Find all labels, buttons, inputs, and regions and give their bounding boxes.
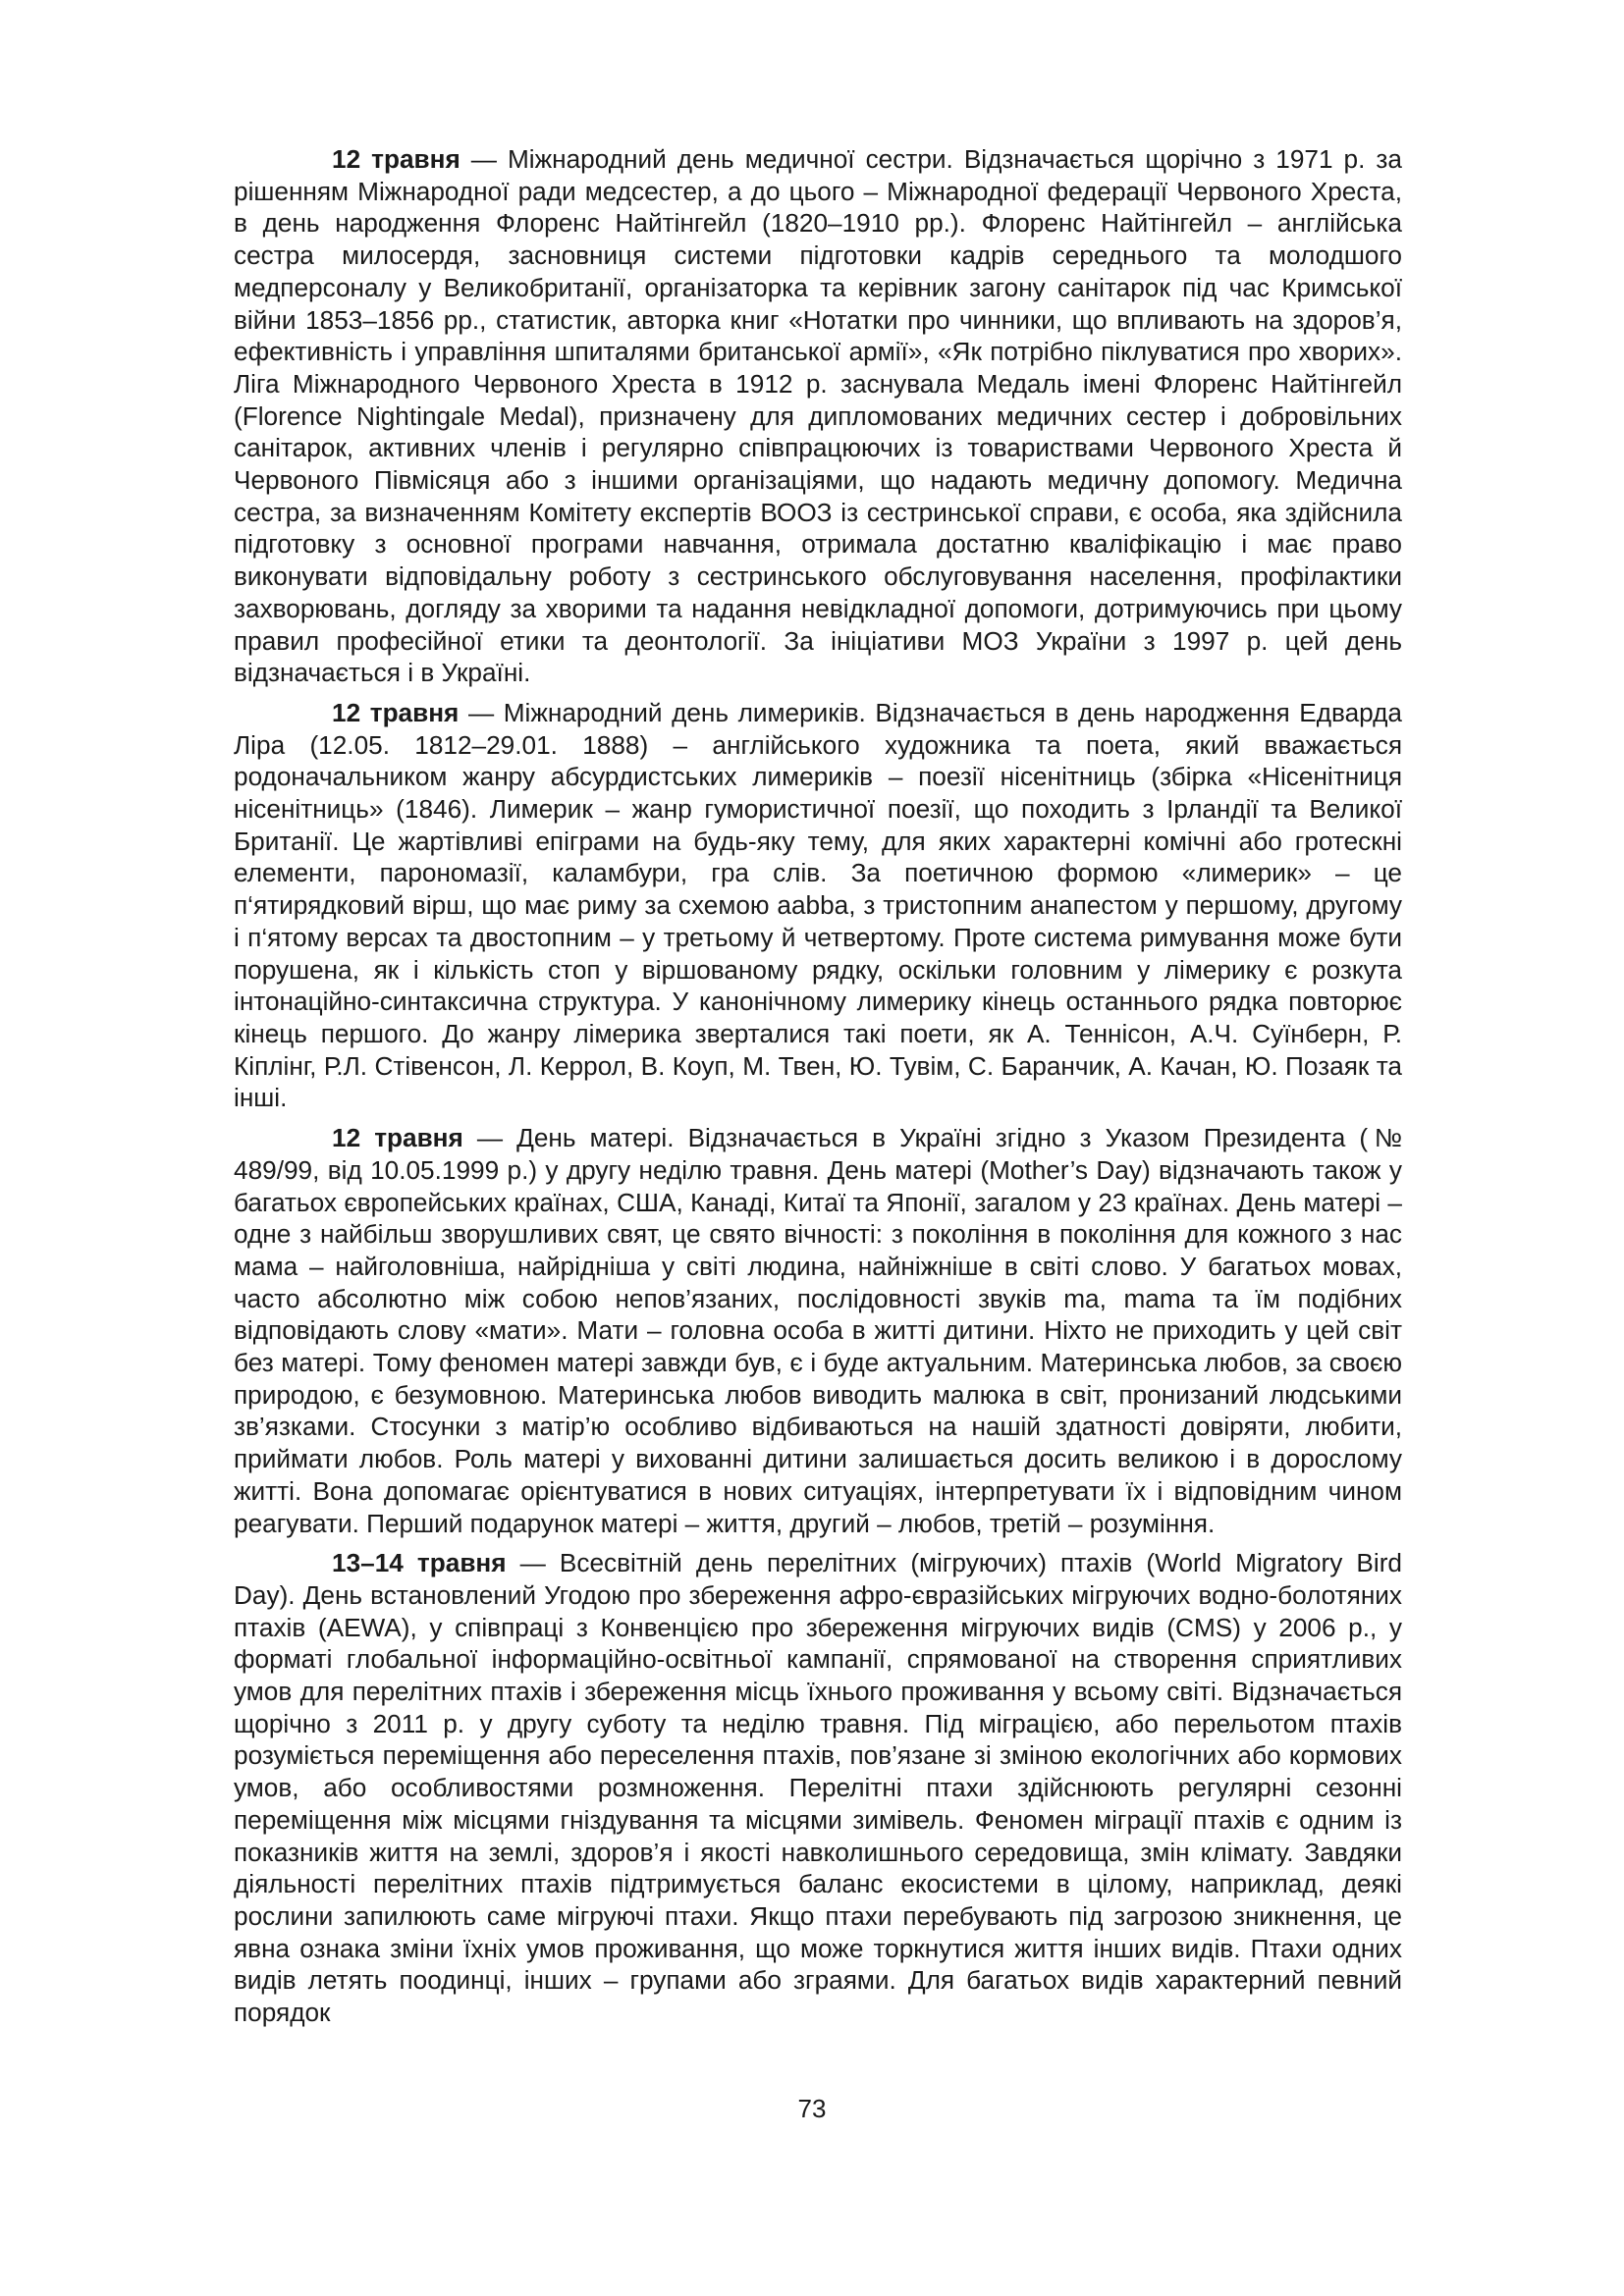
paragraph-date: 12 травня bbox=[332, 1123, 463, 1153]
page-number: 73 bbox=[797, 2094, 827, 2123]
paragraph-text: — Всесвітній день перелітних (мігруючих) птахів (World Migratory Bird Day). День встановлений Угодою про збереження афро-євразійських мігруючих водно-болотяних птахів (AEWA), у співпраці з Конвенцією про збереження мігруючих видів (CMS) у 2006 р., у форматі глобальної інформаційно-освітньої кампанії, спрямованої на створення сприятливих умов для перелітних птахів і збереження місць їхнього проживання у всьому світі. Відзначається щорічно з 2011 р. у другу суботу та неділю травня. Під міграцією, або перельотом птахів розуміється переміщення або переселення птахів, пов’язане зі зміною екологічних або кормових умов, або особливостями розмноження. Перелітні птахи здійснюють регулярні сезонні переміщення між місцями гніздування та місцями зимівель. Феномен міграції птахів є одним із показників життя на землі, здоров’я і якості навколишнього середовища, змін клімату. Завдяки діяльності перелітних птахів підтримується баланс екосистеми в цілому, наприклад, деякі рослини запилюють саме мігруючі птахи. Якщо птахи перебувають під загрозою зникнення, це явна ознака зміни їхніх умов проживання, що може торкнутися життя інших видів. Птахи одних видів летять поодинці, інших – групами або зграями. Для багатьох видів характерний певний порядок bbox=[234, 1548, 1402, 2028]
paragraph-text: — Міжнародний день лимериків. Відзначається в день народження Едварда Ліра (12.05. 1812–29.01. 1888) – англійського художника та поета, який вважається родоначальником жанру абсурдистських лимериків – поезії нісенітниць (збірка «Нісенітниця нісенітниць» (1846). Лимерик – жанр гумористичної поезії, що походить з Ірландії та Великої Британії. Це жартівливі епіграми на будь-яку тему, для яких характерні комічні або гротескні елементи, парономазії, каламбури, гра слів. За поетичною формою «лимерик» – це п‘ятирядковий вірш, що має риму за схемою aabba, з тристопним анапестом у першому, другому і п‘ятому версах та двостопним – у третьому й четвертому. Проте система римування може бути порушена, як і кількість стоп у віршованому рядку, оскільки головним у лімерику є розкута інтонаційно-синтаксична структура. У канонічному лимерику кінець останнього рядка повторює кінець першого. До жанру лімерика зверталися такі поети, як А. Теннісон, А.Ч. Суїнберн, Р. Кіплінг, Р.Л. Стівенсон, Л. Керрол, В. Коуп, М. Твен, Ю. Тувім, С. Баранчик, А. Качан, Ю. Позаяк та інші. bbox=[234, 697, 1402, 1113]
paragraph-date: 12 травня bbox=[332, 144, 460, 174]
paragraph-date: 12 травня bbox=[332, 697, 460, 727]
paragraph-text: — День матері. Відзначається в Україні згідно з Указом Президента (№ 489/99, від 10.05.1999 р.) у другу неділю травня. День матері (Mother’s Day) відзначають також у багатьох європейських країнах, США, Канаді, Китаї та Японії, загалом у 23 країнах. День матері – одне з найбільш зворушливих свят, це свято вічності: з покоління в покоління для кожного з нас мама – найголовніша, найрідніша у світі людина, найніжніше в світі слово. У багатьох мовах, часто абсолютно між собою непов’язаних, послідовності звуків ma, mama та їм подібних відповідають слову «мати». Мати – головна особа в житті дитини. Ніхто не приходить у цей світ без матері. Тому феномен матері завжди був, є і буде актуальним. Материнська любов, за своєю природою, є безумовною. Материнська любов виводить малюка в світ, пронизаний людськими зв’язками. Стосунки з матір’ю особливо відбиваються на нашій здатності довіряти, любити, приймати любов. Роль матері у вихованні дитини залишається досить великою і в дорослому житті. Вона допомагає орієнтуватися в нових ситуаціях, інтерпретувати їх і відповідним чином реагувати. Перший подарунок матері – життя, другий – любов, третій – розуміння. bbox=[234, 1123, 1402, 1538]
page-body bbox=[234, 143, 1402, 2037]
paragraph-migratory-bird-day bbox=[234, 1547, 1402, 2029]
paragraph-text: — Міжнародний день медичної сестри. Відзначається щорічно з 1971 р. за рішенням Міжнародної ради медсестер, а до цього – Міжнародної федерації Червоного Хреста, в день народження Флоренс Найтінгейл (1820–1910 рр.). Флоренс Найтінгейл – англійська сестра милосердя, засновниця системи підготовки кадрів середнього та молодшого медперсоналу у Великобританії, організаторка та керівник загону санітарок під час Кримської війни 1853–1856 рр., статистик, авторка книг «Нотатки про чинники, що впливають на здоров’я, ефективність і управління шпиталями британської армії», «Як потрібно піклуватися про хворих». Ліга Міжнародного Червоного Хреста в 1912 р. заснувала Медаль імені Флоренс Найтінгейл (Florence Nightingale Medal), призначену для дипломованих медичних сестер і добровільних санітарок, активних членів і регулярно співпрацюючих із товариствами Червоного Хреста й Червоного Півмісяця або з іншими організаціями, що надають медичну допомогу. Медична сестра, за визначенням Комітету експертів ВООЗ із сестринської справи, є особа, яка здійснила підготовку з основної програми навчання, отримала достатню кваліфікацію і має право виконувати відповідальну роботу з сестринського обслуговування населення, профілактики захворювань, догляду за хворими та надання невідкладної допомоги, дотримуючись при цьому правил професійної етики та деонтології. За ініціативи МОЗ України з 1997 р. цей день відзначається і в Україні. bbox=[234, 144, 1402, 688]
paragraph-limerick-day bbox=[234, 697, 1402, 1114]
paragraph-date: 13–14 травня bbox=[332, 1548, 507, 1578]
paragraph-nurses-day bbox=[234, 143, 1402, 689]
paragraph-mothers-day bbox=[234, 1122, 1402, 1539]
